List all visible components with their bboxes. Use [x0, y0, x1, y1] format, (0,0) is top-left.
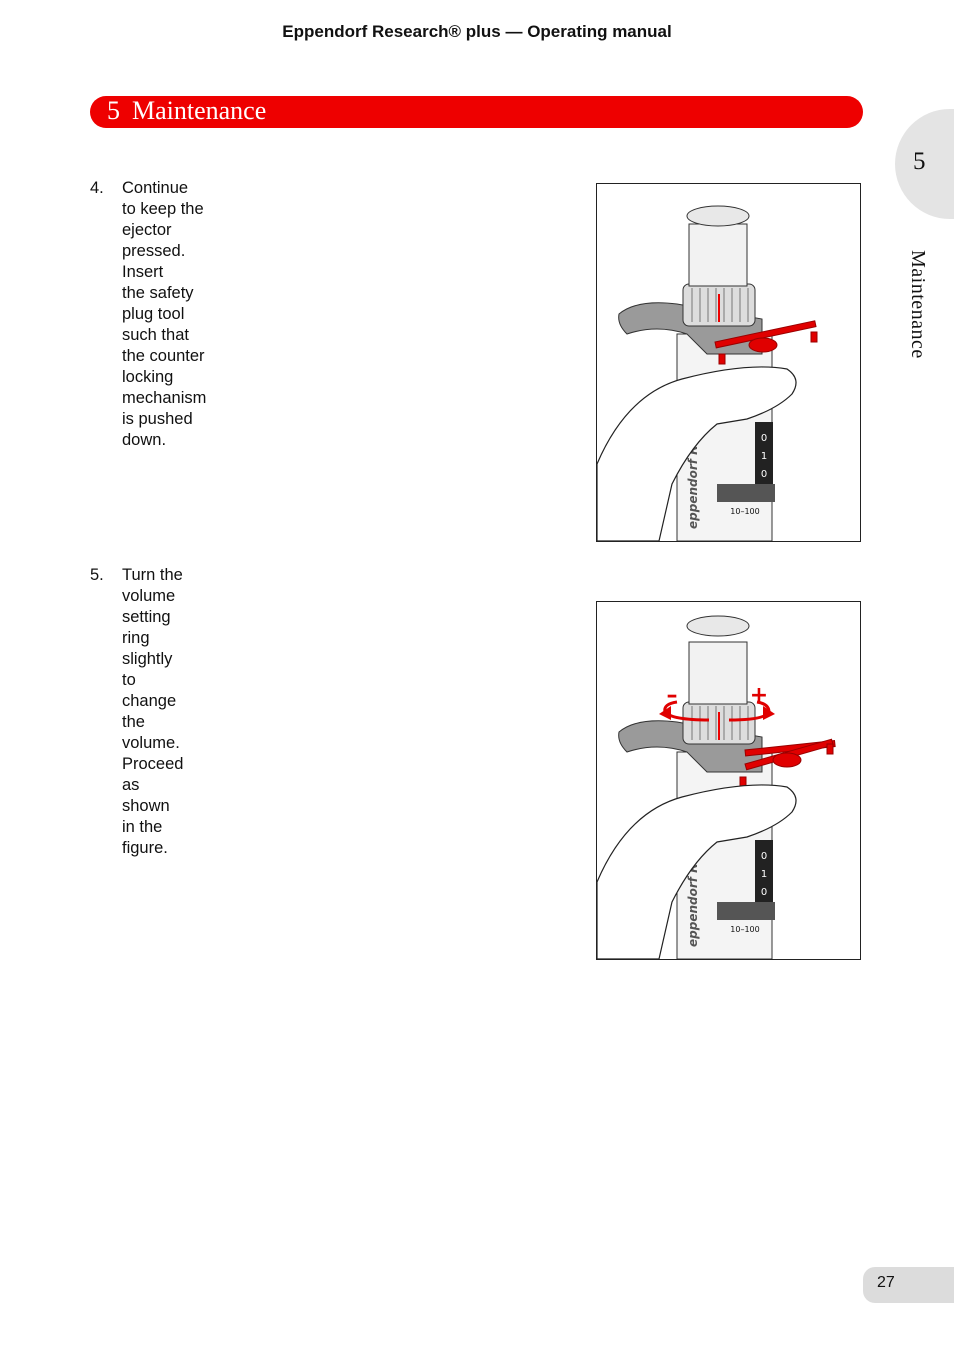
pipette-illustration — [597, 184, 860, 541]
page-number: 27 — [877, 1274, 895, 1291]
counter-digit: 0 — [760, 469, 768, 480]
step-number: 5. — [90, 566, 104, 584]
step-text-line: Continue to keep the ejector pressed. Insert — [122, 179, 204, 281]
side-tab-number: 5 — [913, 148, 926, 175]
counter-digit: 0 — [760, 433, 768, 444]
pipette-brand-text: eppendorf Research — [686, 393, 700, 529]
step-text-line: locking mechanism is pushed down. — [122, 368, 207, 449]
pipette-brand-text: eppendorf Research — [686, 811, 700, 947]
minus-indicator: – — [666, 683, 678, 708]
step-number: 4. — [90, 179, 104, 197]
step-text-line: the safety plug tool such that the counter — [122, 284, 205, 365]
step-text — [122, 178, 206, 451]
volume-label: 10–100 — [730, 925, 760, 934]
step-text — [122, 565, 183, 859]
counter-digit: 0 — [760, 887, 768, 898]
chapter-title: Maintenance — [132, 96, 267, 125]
counter-digit: 1 — [760, 451, 768, 462]
step-text-line: Turn the volume setting ring slightly to change the volume. Proceed as shown in the figure. — [122, 566, 184, 857]
side-tab-title: Maintenance — [907, 250, 929, 359]
running-header: Eppendorf Research® plus — Operating manual — [282, 22, 672, 41]
volume-label: 10–100 — [730, 507, 760, 516]
plus-indicator: + — [749, 683, 769, 708]
pipette-illustration — [597, 602, 860, 959]
chapter-number: 5 — [107, 96, 120, 125]
figure-insert-safety-plug — [596, 183, 861, 542]
figure-turn-volume-ring — [596, 601, 861, 960]
chapter-title-bar — [90, 96, 863, 128]
counter-digit: 0 — [760, 851, 768, 862]
counter-digit: 1 — [760, 869, 768, 880]
